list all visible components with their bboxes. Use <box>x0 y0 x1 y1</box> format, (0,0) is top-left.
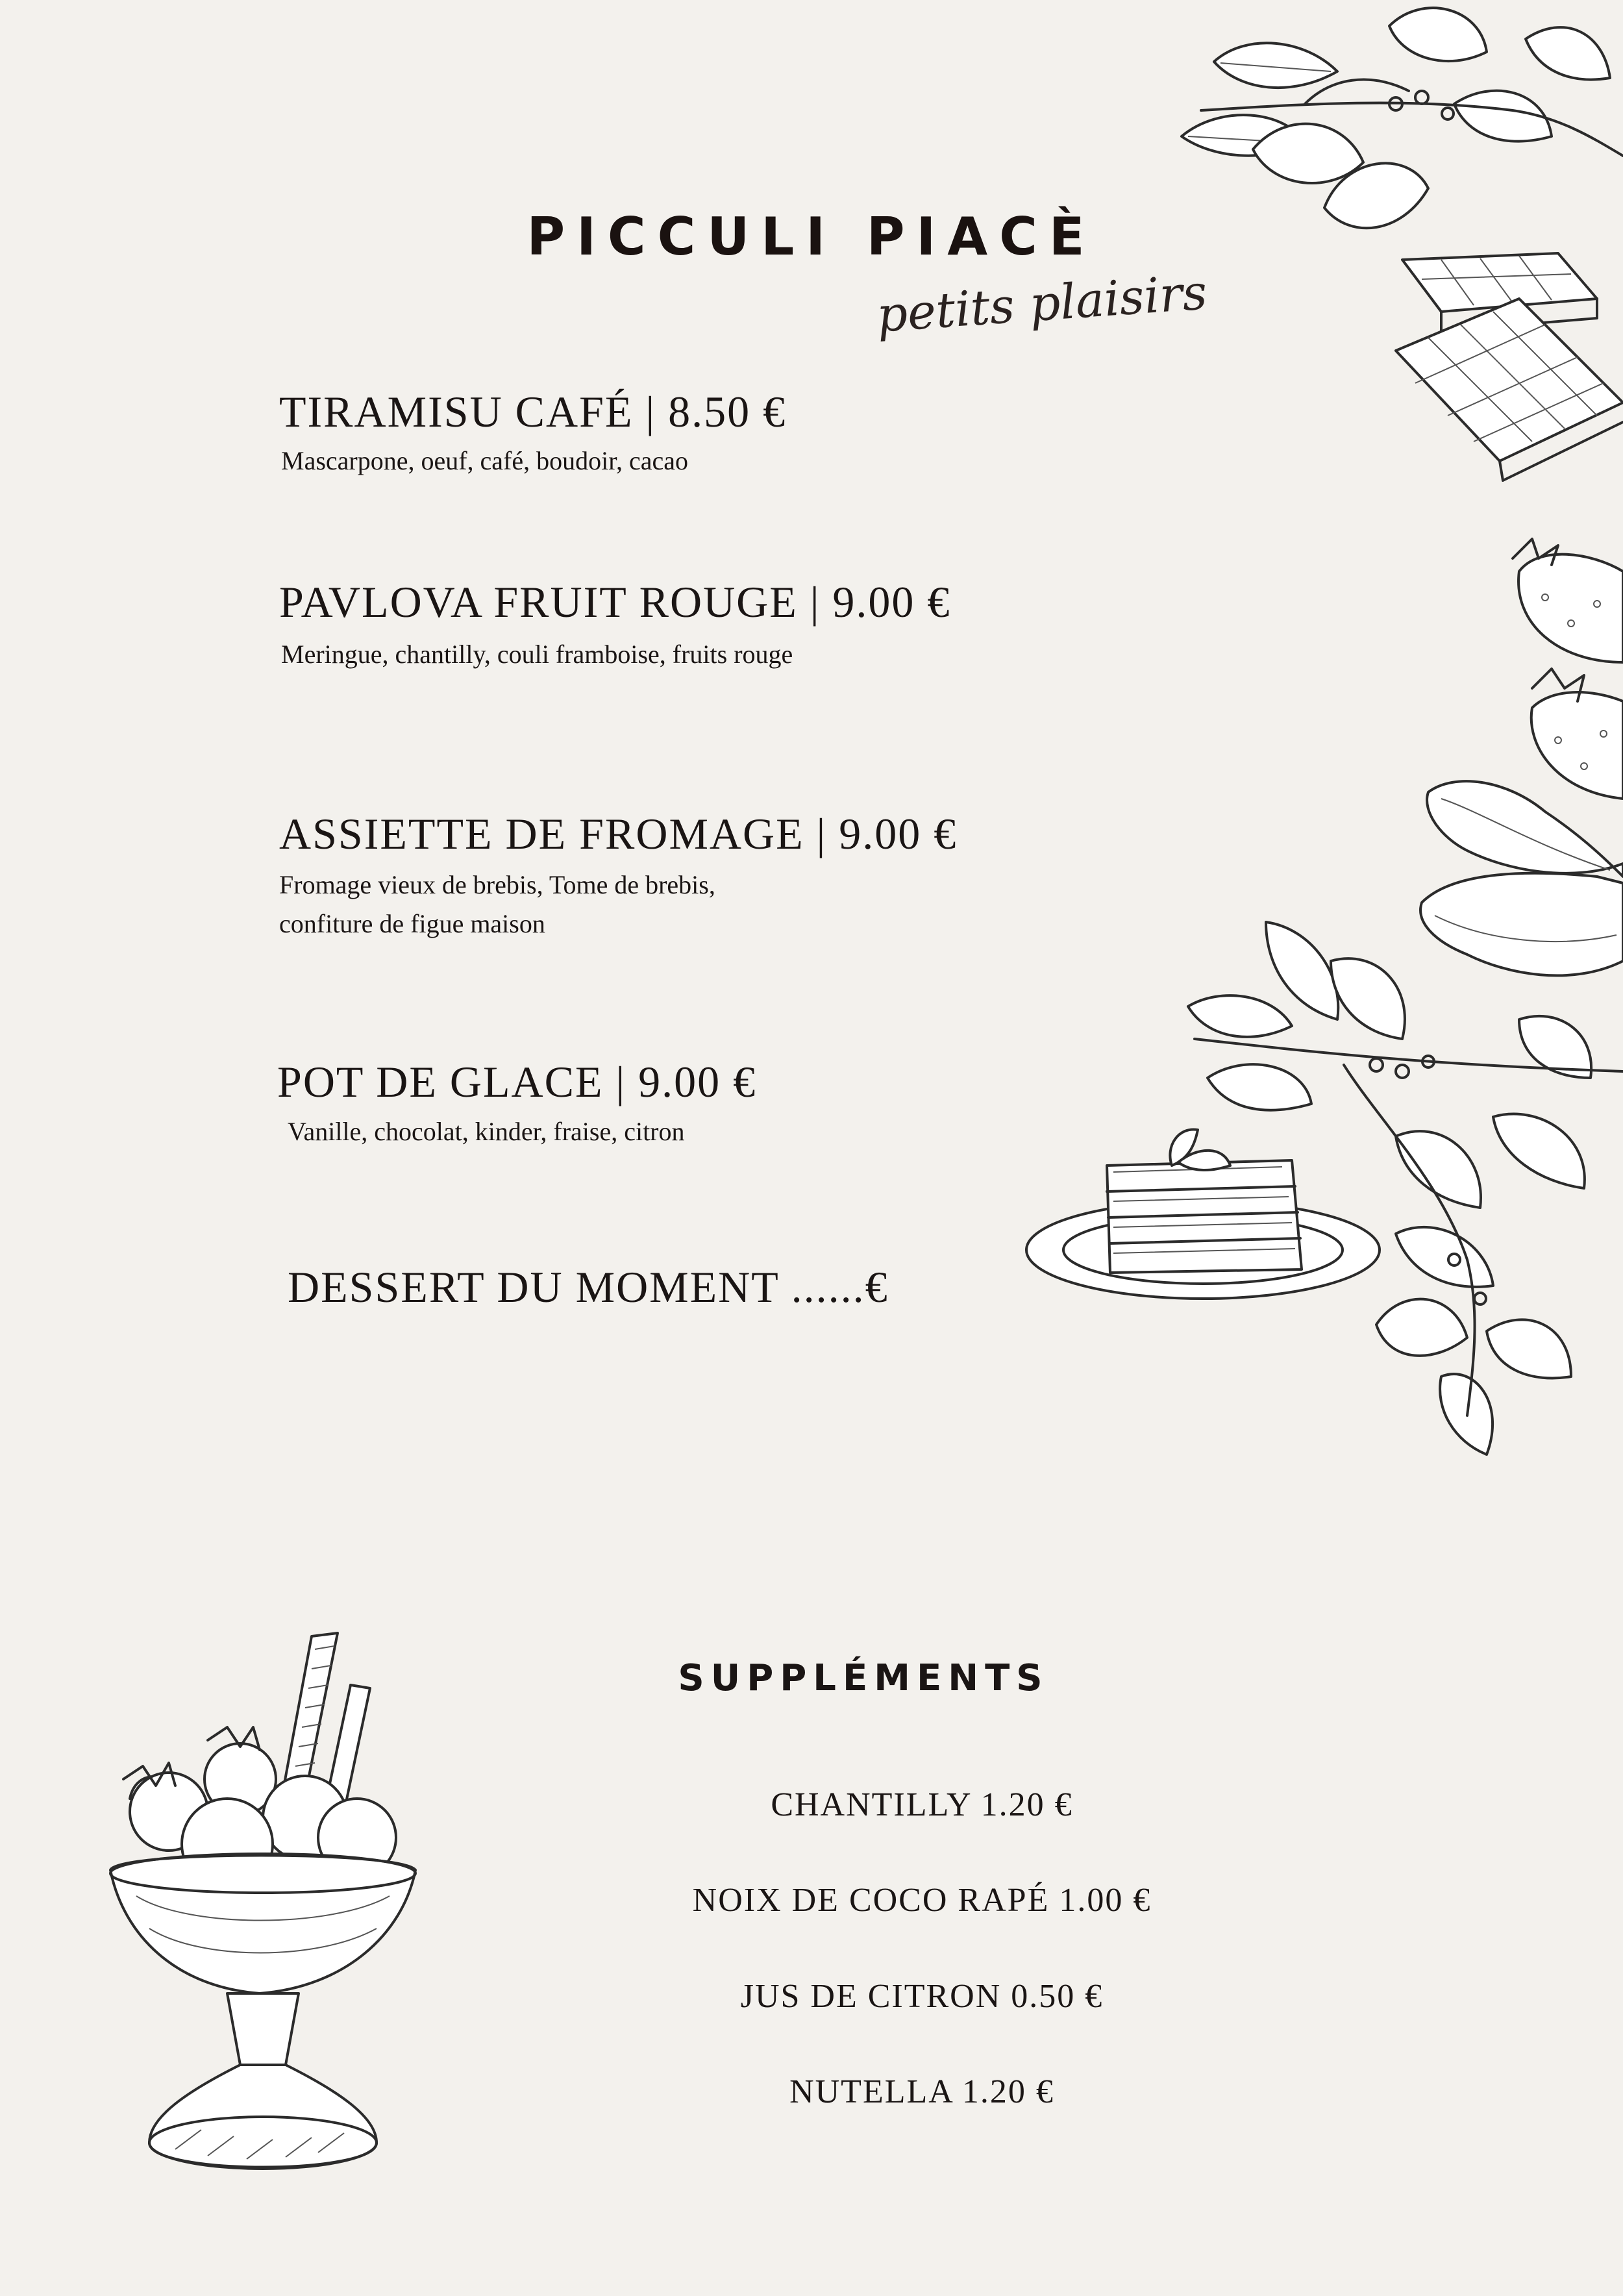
supplement-item: NOIX DE COCO RAPÉ 1.00 € <box>692 1882 1152 1919</box>
supplement-item: JUS DE CITRON 0.50 € <box>740 1978 1104 2015</box>
dessert-name-tiramisu: TIRAMISU CAFÉ | 8.50 € <box>279 387 787 436</box>
dessert-name-pavlova: PAVLOVA FRUIT ROUGE | 9.00 € <box>279 577 951 627</box>
dessert-desc-pavlova: Meringue, chantilly, couli framboise, fruits rouge <box>281 640 793 669</box>
dessert-desc-glace: Vanille, chocolat, kinder, fraise, citron <box>288 1117 685 1146</box>
dessert-desc-tiramisu: Mascarpone, oeuf, café, boudoir, cacao <box>281 446 688 475</box>
supplement-item: NUTELLA 1.20 € <box>789 2073 1054 2110</box>
supplements-title: SUPPLÉMENTS <box>678 1657 1049 1699</box>
cake-illustration <box>1022 1120 1383 1302</box>
dessert-desc-fromage-line1: Fromage vieux de brebis, Tome de brebis, <box>279 870 715 899</box>
menu-title: PICCULI PIACÈ <box>527 206 1096 267</box>
dessert-desc-fromage-line2: confiture de figue maison <box>279 909 545 938</box>
supplement-item: CHANTILLY 1.20 € <box>771 1786 1073 1823</box>
ice-cream-illustration <box>97 1623 435 2221</box>
menu-subtitle: petits plaisirs <box>874 264 1209 343</box>
dessert-name-fromage: ASSIETTE DE FROMAGE | 9.00 € <box>279 809 958 858</box>
dessert-name-moment: DESSERT DU MOMENT ......€ <box>288 1262 889 1312</box>
leaves-illustration <box>1175 0 1623 279</box>
strawberry-illustration <box>1500 532 1623 805</box>
chocolate-illustration <box>1389 240 1623 513</box>
dessert-name-glace: POT DE GLACE | 9.00 € <box>277 1057 757 1106</box>
